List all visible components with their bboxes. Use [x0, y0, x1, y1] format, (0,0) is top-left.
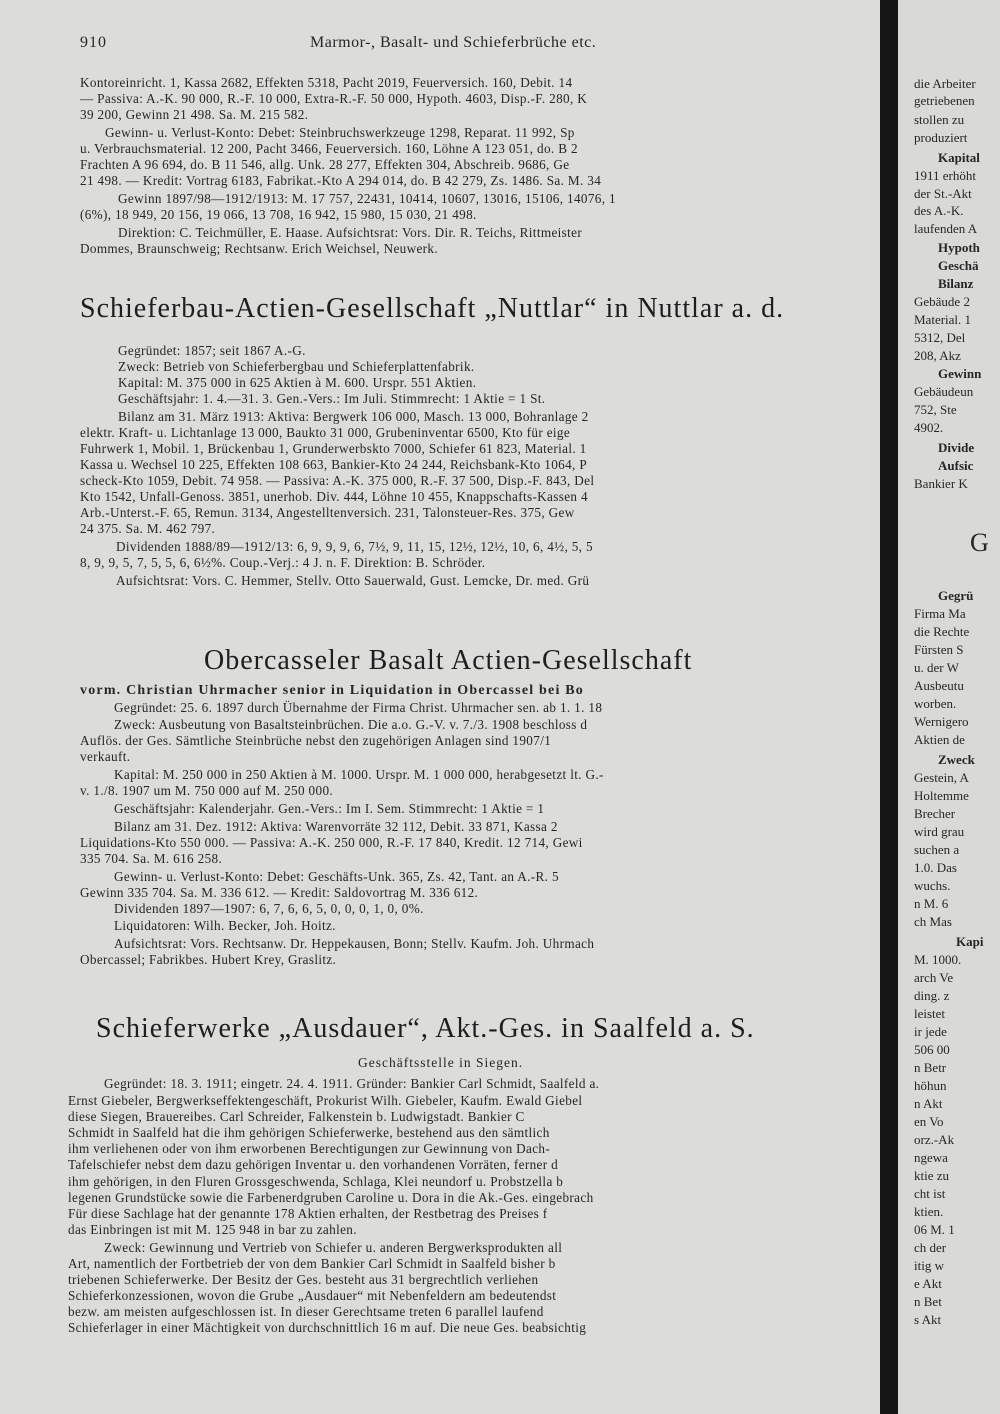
book-gutter [880, 0, 898, 1414]
text-line: 24 375. Sa. M. 462 797. [80, 521, 216, 536]
text-line: Gewinn- u. Verlust-Konto: Debet: Geschäfts-Unk. 365, Zs. 42, Tant. an A.-R. 5 [114, 869, 559, 884]
text-line: Gewinn 1897/98—1912/1913: M. 17 757, 22431, 10414, 10607, 13016, 15106, 14076, 1 [118, 191, 616, 206]
text-line: Kapital: M. 375 000 in 625 Aktien à M. 600. Urspr. 551 Aktien. [118, 375, 477, 390]
text-line: diese Siegen, Brauereibes. Carl Schreider, Falkenstein b. Ludwigstadt. Bankier C [68, 1109, 525, 1124]
text-line: Schieferlager in einer Mächtigkeit von durchschnittlich 16 m auf. Die neue Ges. beabsichtig [68, 1320, 587, 1335]
text-line: 1.0. Das [914, 860, 957, 875]
text-line: das Einbringen ist mit M. 125 948 in bar zu zahlen. [68, 1222, 357, 1237]
right-page-fragment [898, 0, 1000, 1414]
text-line: ktie zu [914, 1168, 950, 1183]
text-line: höhun [914, 1078, 947, 1093]
company-subtitle-obercassel: vorm. Christian Uhrmacher senior in Liquidation in Obercassel bei Bo [80, 683, 584, 698]
text-line: Bilanz [938, 276, 974, 291]
text-line: Liquidations-Kto 550 000. — Passiva: A.-K. 250 000, R.-F. 17 840, Kredit. 12 714, Gewi [80, 835, 583, 850]
text-line: Gegründet: 25. 6. 1897 durch Übernahme der Firma Christ. Uhrmacher sen. ab 1. 1. 18 [114, 700, 603, 715]
text-line: Kassa u. Wechsel 10 225, Effekten 108 663, Bankier-Kto 24 244, Reichsbank-Kto 1064, P [80, 457, 588, 472]
text-line: Schmidt in Saalfeld hat die ihm gehörigen Schieferwerke, bestehend aus den sämtlich [68, 1125, 550, 1140]
text-line: 4902. [914, 420, 944, 435]
text-line: bezw. am meisten aufgeschlossen ist. In dieser Gerechtsame treten 6 parallel laufend [68, 1304, 544, 1319]
text-line: Gewinn- u. Verlust-Konto: Debet: Steinbruchswerkzeuge 1298, Reparat. 11 992, Sp [105, 125, 575, 140]
text-line: triebenen Schieferwerke. Der Besitz der Ges. besteht aus 31 bergrechtlich verliehen [68, 1272, 539, 1287]
text-line: Dividenden 1888/89—1912/13: 6, 9, 9, 9, 6, 7½, 9, 11, 15, 12½, 12½, 10, 6, 4½, 5, 5 [116, 539, 593, 554]
text-line: legenen Grundstücke sowie die Farbenerdgruben Caroline u. Dora in die Ak.-Ges. eingebrach [68, 1190, 594, 1205]
text-line: Gestein, A [914, 770, 969, 785]
text-line: 5312, Del [914, 330, 966, 345]
page-header [80, 34, 870, 58]
text-line: scheck-Kto 1059, Debit. 74 958. — Passiva: A.-K. 375 000, R.-F. 37 500, Disp.-F. 843, Del [80, 473, 595, 488]
text-line: produziert [914, 130, 968, 145]
text-line: Für diese Sachlage hat der genannte 178 Aktien erhalten, der Restbetrag des Preises f [68, 1206, 548, 1221]
text-line: die Arbeiter [914, 76, 976, 91]
text-line: 208, Akz [914, 348, 961, 363]
text-line: wird grau [914, 824, 965, 839]
text-line: itig w [914, 1258, 944, 1273]
text-line: 06 M. 1 [914, 1222, 955, 1237]
text-line: stollen zu [914, 112, 965, 127]
text-line: ihm verliehenen oder von ihm erworbenen Berechtigungen zur Gewinnung von Dach- [68, 1141, 551, 1156]
text-line: des A.-K. [914, 203, 964, 218]
text-line: Wernigero [914, 714, 969, 729]
text-line: Fürsten S [914, 642, 964, 657]
text-line: Tafelschiefer nebst dem dazu gehörigen Inventar u. den vorhandenen Vorräten, ferner d [68, 1157, 559, 1172]
text-line: Art, namentlich der Fortbetrieb der von dem Bankier Carl Schmidt in Saalfeld bisher b [68, 1256, 556, 1271]
text-line: Bilanz am 31. Dez. 1912: Aktiva: Warenvorräte 32 112, Debit. 33 871, Kassa 2 [114, 819, 558, 834]
text-line: Obercassel; Fabrikbes. Hubert Krey, Graslitz. [80, 952, 337, 967]
text-line: Zweck [938, 752, 975, 767]
text-line: Material. 1 [914, 312, 972, 327]
text-line: orz.-Ak [914, 1132, 955, 1147]
text-line: Divide [938, 440, 975, 455]
text-line: s Akt [914, 1312, 942, 1327]
text-line: suchen a [914, 842, 960, 857]
text-line: Frachten A 96 694, do. B 11 546, allg. Unk. 28 277, Effekten 304, Abschreib. 9686, Ge [80, 157, 570, 172]
text-line: laufenden A [914, 221, 978, 236]
text-line: 335 704. Sa. M. 616 258. [80, 851, 223, 866]
text-line: 21 498. — Kredit: Vortrag 6183, Fabrikat.-Kto A 294 014, do. B 42 279, Zs. 1486. Sa. M. 34 [80, 173, 602, 188]
text-line: die Rechte [914, 624, 970, 639]
text-line: Liquidatoren: Wilh. Becker, Joh. Hoitz. [114, 918, 336, 933]
text-line: en Vo [914, 1114, 944, 1129]
text-line: Auflös. der Ges. Sämtliche Steinbrüche nebst den zugehörigen Anlagen sind 1907/1 [80, 733, 552, 748]
text-line: Bankier K [914, 476, 968, 491]
text-line: getriebenen [914, 93, 975, 108]
text-line: cht ist [914, 1186, 946, 1201]
text-line: ir jede [914, 1024, 947, 1039]
text-line: ch der [914, 1240, 947, 1255]
text-line: u. der W [914, 660, 959, 675]
text-line: Zweck: Ausbeutung von Basaltsteinbrüchen. Die a.o. G.-V. v. 7./3. 1908 beschloss d [114, 717, 588, 732]
text-line: Ausbeutu [914, 678, 964, 693]
text-line: u. Verbrauchsmaterial. 12 200, Pacht 3466, Feuerversich. 160, Löhne A 123 051, do. B 2 [80, 141, 578, 156]
company-title-ausdauer: Schieferwerke „Ausdauer“, Akt.-Ges. in Saalfeld a. S. [96, 1013, 755, 1044]
text-line: ihm gehörigen, in den Fluren Grossgeschwenda, Schlaga, Klei neundorf u. Probstzella b [68, 1174, 564, 1189]
running-title: Marmor-, Basalt- und Schieferbrüche etc. [310, 34, 597, 51]
text-line: Zweck: Gewinnung und Vertrieb von Schiefer u. anderen Bergwerksprodukten all [104, 1240, 563, 1255]
text-line: Schieferkonzessionen, wovon die Grube „Ausdauer“ mit Nebenfeldern am bedeutendst [68, 1288, 557, 1303]
text-line: ding. z [914, 988, 950, 1003]
company-title-obercassel: Obercasseler Basalt Actien-Gesellschaft [204, 645, 693, 676]
text-line: ngewa [914, 1150, 948, 1165]
text-line: Geschäftsjahr: 1. 4.—31. 3. Gen.-Vers.: Im Juli. Stimmrecht: 1 Aktie = 1 St. [118, 391, 546, 406]
company-title-nuttlar: Schieferbau-Actien-Gesellschaft „Nuttlar“ in Nuttlar a. d. [80, 293, 785, 324]
text-line: — Passiva: A.-K. 90 000, R.-F. 10 000, Extra-R.-F. 50 000, Hypoth. 4603, Disp.-F. 280, K [80, 91, 588, 106]
text-line: elektr. Kraft- u. Lichtanlage 13 000, Baukto 31 000, Grubeninventar 6500, Kto für eige [80, 425, 571, 440]
text-line: Gewinn [938, 366, 982, 381]
text-line: Gewinn 335 704. Sa. M. 336 612. — Kredit: Saldovortrag M. 336 612. [80, 885, 479, 900]
text-line: worben. [914, 696, 957, 711]
text-line: n Akt [914, 1096, 943, 1111]
text-line: verkauft. [80, 749, 131, 764]
text-line: v. 1./8. 1907 um M. 750 000 auf M. 250 000. [80, 783, 334, 798]
text-line: Kapital: M. 250 000 in 250 Aktien à M. 1000. Urspr. M. 1 000 000, herabgesetzt lt. G.- [114, 767, 604, 782]
page-number: 910 [80, 34, 107, 51]
text-line: ch Mas [914, 914, 952, 929]
text-line: n M. 6 [914, 896, 949, 911]
text-line: Holtemme [914, 788, 969, 803]
text-line: Gegrü [938, 588, 974, 603]
text-line: n Bet [914, 1294, 942, 1309]
text-line: Direktion: C. Teichmüller, E. Haase. Aufsichtsrat: Vors. Dir. R. Teichs, Rittmeister [118, 225, 583, 240]
text-line: Fuhrwerk 1, Mobil. 1, Brückenbau 1, Grunderwerbskto 7000, Schiefer 61 823, Material. 1 [80, 441, 587, 456]
company-subtitle-ausdauer: Geschäftsstelle in Siegen. [358, 1055, 524, 1070]
text-line: Kapital [938, 150, 980, 165]
text-line: Gebäudeun [914, 384, 974, 399]
text-line: Gegründet: 18. 3. 1911; eingetr. 24. 4. 1911. Gründer: Bankier Carl Schmidt, Saalfeld a. [104, 1076, 600, 1091]
text-line: 39 200, Gewinn 21 498. Sa. M. 215 582. [80, 107, 309, 122]
text-line: Kto 1542, Unfall-Genoss. 3851, unerhob. Div. 444, Löhne 10 455, Knappschafts-Kassen 4 [80, 489, 588, 504]
text-line: Hypoth [938, 240, 980, 255]
text-line: Geschäftsjahr: Kalenderjahr. Gen.-Vers.: Im I. Sem. Stimmrecht: 1 Aktie = 1 [114, 801, 545, 816]
text-line: Ernst Giebeler, Bergwerkseffektengeschäft, Prokurist Wilh. Giebeler, Kaufm. Ewald Giebel [68, 1093, 583, 1108]
text-line: Kapi [956, 934, 984, 949]
text-line: Geschä [938, 258, 979, 273]
text-line: Zweck: Betrieb von Schieferbergbau und Schieferplattenfabrik. [118, 359, 475, 374]
text-line: arch Ve [914, 970, 954, 985]
text-line: Kontoreinricht. 1, Kassa 2682, Effekten 5318, Pacht 2019, Feuerversich. 160, Debit. 14 [80, 75, 573, 90]
text-line: (6%), 18 949, 20 156, 19 066, 13 708, 16 942, 15 980, 15 030, 21 498. [80, 207, 477, 222]
text-line: Bilanz am 31. März 1913: Aktiva: Bergwerk 106 000, Masch. 13 000, Bohranlage 2 [118, 409, 589, 424]
text-line: der St.-Akt [914, 186, 972, 201]
text-line: Aufsichtsrat: Vors. C. Hemmer, Stellv. Otto Sauerwald, Gust. Lemcke, Dr. med. Grü [116, 573, 590, 588]
text-line: Gebäude 2 [914, 294, 970, 309]
text-line: 506 00 [914, 1042, 950, 1057]
text-line: Gegründet: 1857; seit 1867 A.-G. [118, 343, 306, 358]
text-line: wuchs. [914, 878, 951, 893]
text-line: 8, 9, 9, 5, 7, 5, 5, 6, 6½%. Coup.-Verj.: 4 J. n. F. Direktion: B. Schröder. [80, 555, 486, 570]
text-line: e Akt [914, 1276, 942, 1291]
heading-fragment: G [970, 528, 989, 557]
text-line: n Betr [914, 1060, 947, 1075]
text-line: Dommes, Braunschweig; Rechtsanw. Erich Weichsel, Neuwerk. [80, 241, 439, 256]
text-line: ktien. [914, 1204, 944, 1219]
text-line: Aktien de [914, 732, 965, 747]
text-line: 752, Ste [914, 402, 957, 417]
text-line: M. 1000. [914, 952, 962, 967]
text-line: Dividenden 1897—1907: 6, 7, 6, 6, 5, 0, 0, 0, 1, 0, 0%. [114, 901, 424, 916]
text-line: Firma Ma [914, 606, 966, 621]
text-line: Brecher [914, 806, 956, 821]
text-line: leistet [914, 1006, 946, 1021]
text-line: Aufsichtsrat: Vors. Rechtsanw. Dr. Heppekausen, Bonn; Stellv. Kaufm. Joh. Uhrmach [114, 936, 595, 951]
text-line: 1911 erhöht [914, 168, 976, 183]
text-line: Arb.-Unterst.-F. 65, Remun. 3134, Angestelltenversich. 231, Talonsteuer-Res. 375, Gew [80, 505, 575, 520]
text-line: Aufsic [938, 458, 974, 473]
